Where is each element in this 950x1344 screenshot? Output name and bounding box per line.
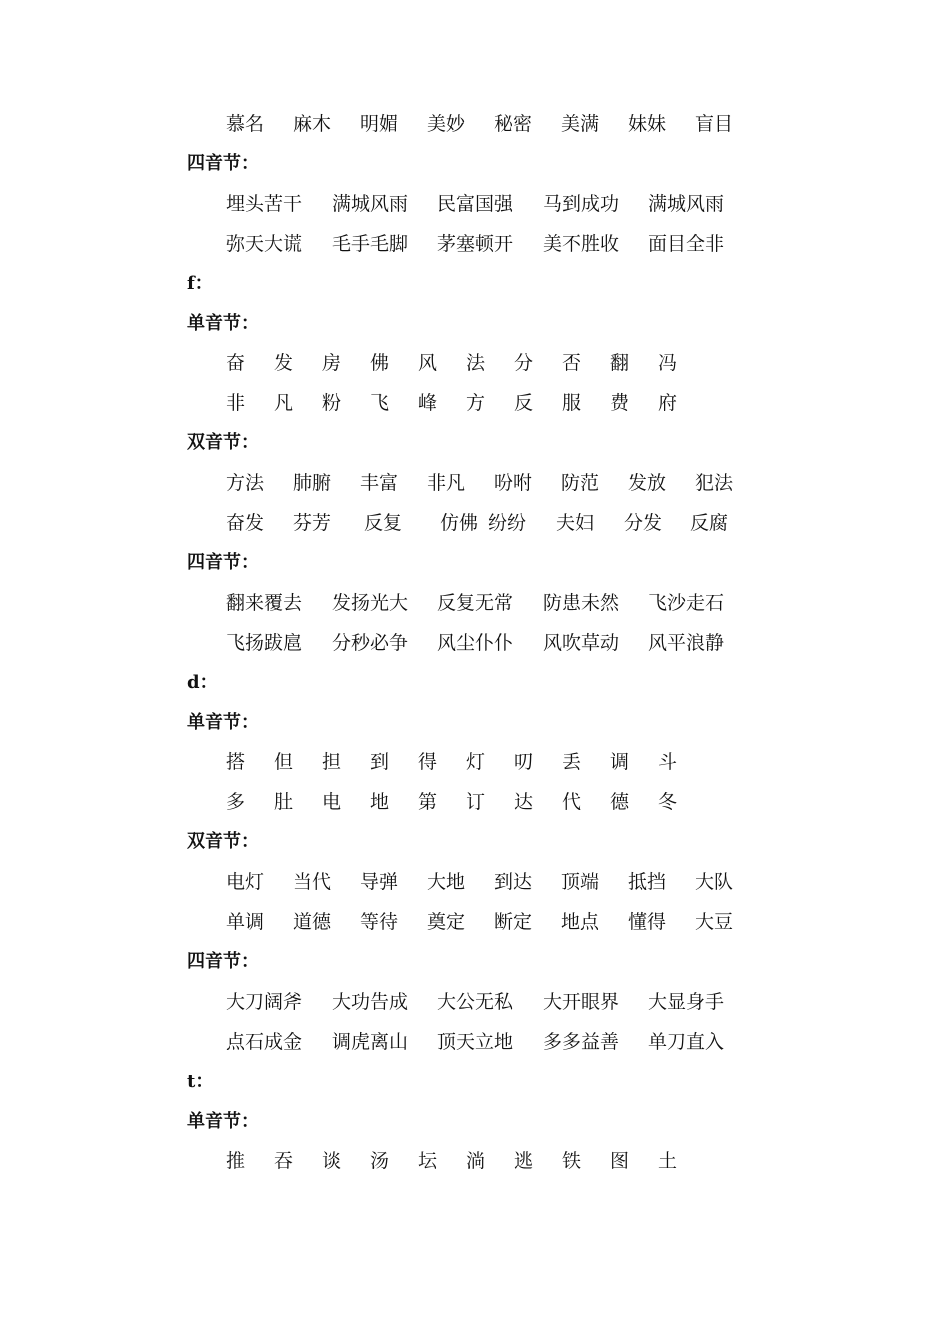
word: 发放 (628, 472, 667, 495)
word: 丢 (562, 751, 582, 774)
word: 搭 (226, 751, 246, 774)
word: 分秒必争 (332, 631, 409, 654)
word: 奠定 (427, 911, 466, 933)
word: 肚 (274, 791, 294, 814)
section-heading: 单音节： (187, 312, 259, 334)
word: 多多益善 (543, 1030, 620, 1053)
word: 飞 (370, 392, 390, 415)
word: 芬芳 (293, 512, 332, 534)
word: 否 (562, 352, 582, 375)
word: 第 (418, 791, 438, 814)
word: 防患未然 (543, 591, 620, 614)
word: 地 (370, 791, 390, 814)
word: 分 (514, 352, 534, 375)
word: 风尘仆仆 (437, 631, 514, 654)
word: 美不胜收 (543, 232, 620, 255)
word: 到 (370, 751, 390, 774)
word: 当代 (293, 871, 332, 894)
word: 地点 (561, 911, 600, 933)
word: 盲目 (695, 113, 734, 135)
word: 担 (322, 751, 342, 774)
word: 吩咐 (494, 472, 533, 495)
word: 麻木 (293, 113, 332, 135)
word: 粉 (322, 392, 342, 415)
section-heading: t： (187, 1070, 214, 1092)
word: 代 (562, 791, 582, 814)
word: 土 (658, 1150, 678, 1173)
word: 满城风雨 (648, 192, 725, 215)
word: 费 (610, 392, 630, 415)
section-heading: 双音节： (187, 831, 259, 853)
word: 大队 (695, 871, 734, 894)
word: 佛 (370, 352, 390, 375)
word: 电灯 (226, 871, 265, 894)
word: 风 (418, 352, 438, 375)
word: 导弹 (360, 871, 399, 894)
word: 飞沙走石 (648, 591, 725, 614)
word: 反复 (364, 512, 403, 534)
word: 灯 (466, 751, 486, 774)
word: 弥天大谎 (226, 232, 303, 255)
word: 美满 (561, 113, 600, 135)
word: 顶天立地 (437, 1030, 514, 1053)
word: 多 (226, 791, 246, 814)
word: 大公无私 (437, 990, 514, 1013)
word: 反腐 (690, 512, 729, 534)
word: 方 (466, 392, 486, 415)
word: 调 (610, 751, 630, 774)
word: 凡 (274, 392, 294, 415)
word: 反 (514, 392, 534, 415)
word: 肺腑 (293, 472, 332, 495)
section-heading: 单音节： (187, 711, 259, 733)
word: 丰富 (360, 472, 399, 495)
word: 满城风雨 (332, 192, 409, 215)
word: 风吹草动 (543, 631, 620, 654)
word: 非 (226, 392, 246, 415)
word: 等待 (360, 911, 399, 933)
word: 翻 (610, 352, 630, 375)
section-heading: 双音节： (187, 432, 259, 454)
word: 单刀直入 (648, 1030, 725, 1053)
word: 民富国强 (437, 192, 514, 215)
word: 冬 (658, 791, 678, 814)
word: 道德 (293, 911, 332, 933)
word: 反复无常 (437, 591, 514, 614)
word: 仿佛 (440, 512, 479, 534)
word: 淌 (466, 1150, 486, 1173)
word: 非凡 (427, 472, 466, 495)
word: 但 (274, 751, 294, 774)
section-heading: 单音节： (187, 1110, 259, 1132)
word: 慕名 (226, 113, 265, 135)
section-heading: d： (187, 671, 218, 693)
word: 铁 (562, 1150, 582, 1173)
word: 奋 (226, 352, 246, 375)
word: 订 (466, 791, 486, 814)
word: 发扬光大 (332, 591, 409, 614)
word: 分发 (624, 512, 663, 534)
word: 峰 (418, 392, 438, 415)
word: 飞扬跋扈 (226, 631, 303, 654)
word: 点石成金 (226, 1030, 303, 1053)
word: 发 (274, 352, 294, 375)
word: 毛手毛脚 (332, 232, 409, 255)
word: 断定 (494, 911, 533, 933)
word: 奋发 (226, 512, 265, 534)
word: 方法 (226, 472, 265, 495)
word: 单调 (226, 911, 265, 933)
word: 埋头苦干 (226, 192, 303, 215)
word: 汤 (370, 1150, 390, 1173)
word: 妹妹 (628, 113, 667, 135)
word: 茅塞顿开 (437, 232, 514, 255)
word: 图 (610, 1150, 630, 1173)
word: 大显身手 (648, 990, 725, 1013)
word: 大开眼界 (543, 990, 620, 1013)
word: 房 (322, 352, 342, 375)
word: 推 (226, 1150, 246, 1173)
word: 得 (418, 751, 438, 774)
word: 大地 (427, 871, 466, 894)
word: 大豆 (695, 911, 734, 933)
word: 斗 (658, 751, 678, 774)
word: 电 (322, 791, 342, 814)
word: 逃 (514, 1150, 534, 1173)
word: 调虎离山 (332, 1030, 409, 1053)
word: 防范 (561, 472, 600, 495)
word: 达 (514, 791, 534, 814)
word: 大功告成 (332, 990, 409, 1013)
word: 府 (658, 392, 678, 415)
word: 美妙 (427, 113, 466, 135)
word: 叨 (514, 751, 534, 774)
word: 翻来覆去 (226, 591, 303, 614)
word: 夫妇 (556, 512, 595, 534)
section-heading: 四音节： (187, 551, 259, 573)
word: 坛 (418, 1150, 438, 1173)
word: 到达 (494, 871, 533, 894)
word: 抵挡 (628, 871, 667, 894)
word: 法 (466, 352, 486, 375)
word: 马到成功 (543, 192, 620, 215)
word: 顶端 (561, 871, 600, 894)
word: 大刀阔斧 (226, 990, 303, 1013)
word: 秘密 (494, 113, 533, 135)
word: 懂得 (628, 911, 667, 933)
section-heading: 四音节： (187, 152, 259, 174)
section-heading: 四音节： (187, 950, 259, 972)
word: 服 (562, 392, 582, 415)
word: 吞 (274, 1150, 294, 1173)
word: 明媚 (360, 113, 399, 135)
word: 纷纷 (488, 512, 527, 534)
word: 冯 (658, 352, 678, 375)
word: 谈 (322, 1150, 342, 1173)
word: 德 (610, 791, 630, 814)
word: 犯法 (695, 472, 734, 495)
word: 风平浪静 (648, 631, 725, 654)
word: 面目全非 (648, 232, 725, 255)
section-heading: f： (187, 272, 213, 294)
